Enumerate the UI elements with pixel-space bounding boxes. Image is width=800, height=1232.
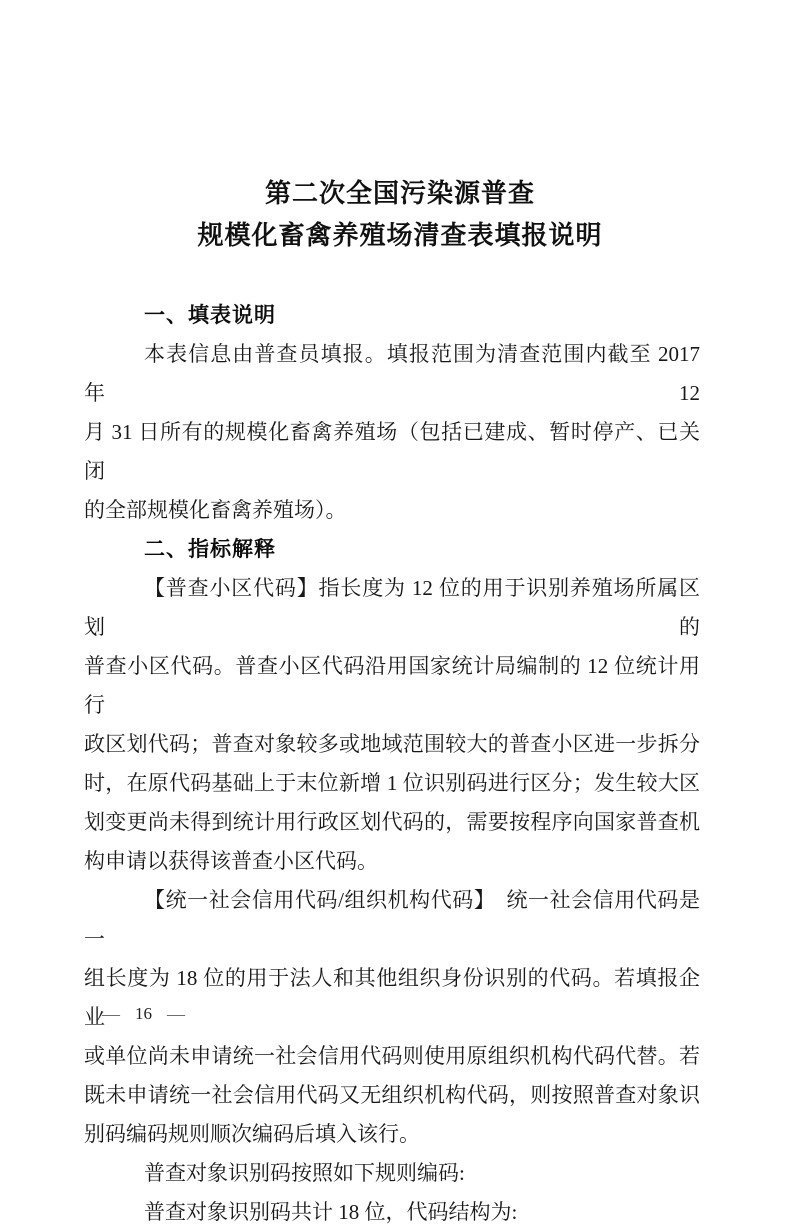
body-line: 【普查小区代码】指长度为 12 位的用于识别养殖场所属区划的 [84,576,700,639]
body-line: 本表信息由普查员填报。填报范围为清查范围内截至 2017 年 12 [84,342,700,405]
body-line: 的全部规模化畜禽养殖场）。 [84,498,347,522]
document-title-line2: 规模化畜禽养殖场清查表填报说明 [197,220,603,250]
body-line: 构申请以获得该普查小区代码。 [84,849,378,873]
body-line: 划变更尚未得到统计用行政区划代码的，需要按程序向国家普查机 [84,810,700,834]
body-line: 别码编码规则顺次编码后填入该行。 [84,1122,420,1146]
body-line: 【统一社会信用代码/组织机构代码】 统一社会信用代码是一 [84,888,700,951]
section1-heading: 一、填表说明 [144,304,276,327]
body-line: 或单位尚未申请统一社会信用代码则使用原组织机构代码代替。若 [84,1044,700,1068]
body-line: 普查对象识别码共计 18 位，代码结构为: [144,1200,518,1224]
body-line: 组长度为 18 位的用于法人和其他组织身份识别的代码。若填报企业 [84,966,700,1029]
page-footer [102,1004,185,1024]
body-line: 普查小区代码。普查小区代码沿用国家统计局编制的 12 位统计用行 [84,654,700,717]
document-title [0,0,800,256]
body-line: 时，在原代码基础上于末位新增 1 位识别码进行区分；发生较大区 [84,771,700,795]
body-line: 既未申请统一社会信用代码又无组织机构代码，则按照普查对象识 [84,1083,700,1107]
body-line: 普查对象识别码按照如下规则编码: [144,1161,465,1185]
footer-dash-right: — [167,1004,185,1024]
body-line: 月 31 日所有的规模化畜禽养殖场（包括已建成、暂时停产、已关闭 [84,420,700,483]
body-line: 政区划代码；普查对象较多或地域范围较大的普查小区进一步拆分 [84,732,700,756]
section2-heading: 二、指标解释 [144,538,276,561]
footer-dash-left: — [102,1004,120,1024]
page-number: 16 [135,1004,152,1023]
document-body [84,296,700,1232]
document-title-line1: 第二次全国污染源普查 [264,178,535,208]
